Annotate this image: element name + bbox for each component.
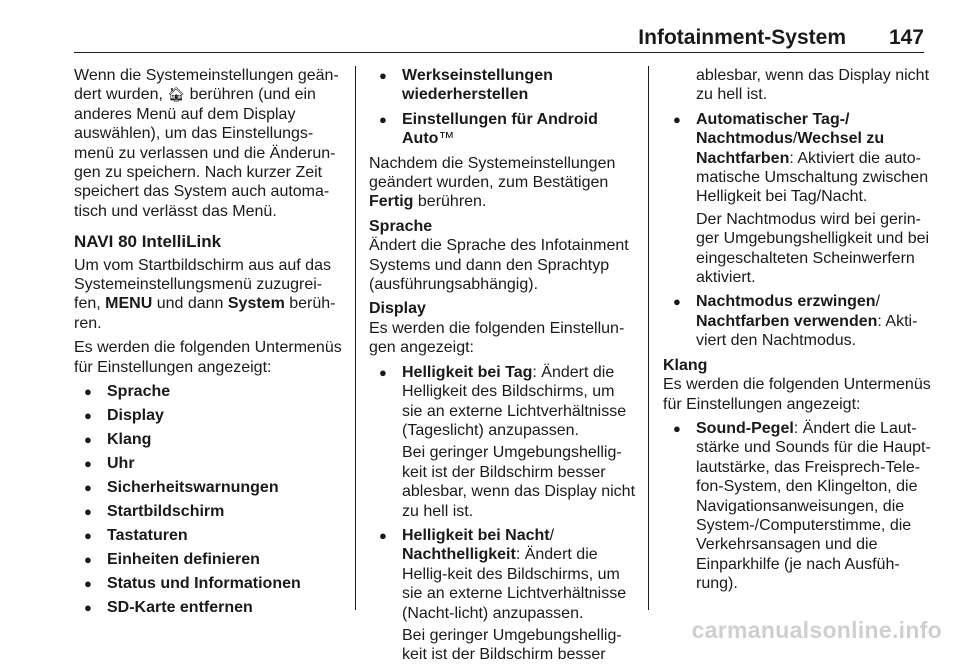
home-icon: 🏠︎ [167, 86, 186, 103]
klang-section: Klang Es werden die folgenden Untermenüs für Einstellungen angezeigt: [663, 356, 931, 413]
intro-paragraph: Wenn die Systemeinstellungen geän-dert wurden, 🏠︎ berühren (und ein anderes Menü auf dem Display auswählen), um das Einstellungs-menü zu verlassen und die Änderun-gen zu speichern. Nach kurzer Zeit speichert das System auch automa-tisch und verlässt das Menü. [74, 67, 339, 220]
list-item: ● Klang [74, 430, 344, 449]
paragraph: Nachdem die Systemeinstellungen geändert wurden, zum Bestätigen Fertig berühren. [369, 154, 616, 211]
list-item: ● Sound-Pegel: Ändert die Laut-stärke und Sounds für die Haupt-lautstärke, das Freisprech-Tele-fon-System, den Klingelton, die Navigationsanweisungen, die System-/Computerstimme, die Verkehrsansagen und die Einparkhilfe (je nach Ausfüh-rung). [663, 419, 931, 594]
paragraph: Es werden die folgenden Untermenüs für Einstellungen angezeigt: [74, 339, 342, 376]
list-item: ● Werkseinstellungen wiederherstellen [369, 66, 637, 105]
column-divider [355, 66, 356, 610]
list-item: ● Sicherheitswarnungen [74, 478, 344, 497]
list-item: ● Display [74, 406, 344, 425]
column-divider [648, 66, 649, 610]
list-item: ● Automatischer Tag-/ Nachtmodus/Wechsel zu Nachtfarben: Aktiviert die auto-matische Umschaltung zwischen Helligkeit bei Tag/Nacht. Der Nachtmodus wird bei gerin-ger Umgebungshelligkeit und bei eingeschalteten Scheinwerfern aktiviert. [663, 110, 931, 288]
list-item: ● Einstellungen für Android Auto™ [369, 110, 637, 149]
section-heading: NAVI 80 IntelliLink [74, 232, 222, 252]
column-3 [663, 66, 931, 599]
list-item: ● SD-Karte entfernen [74, 598, 344, 617]
list-item: ● Uhr [74, 454, 344, 473]
column-1 [74, 66, 344, 622]
list-item: ● Tastaturen [74, 526, 344, 545]
list-item: ● Sprache [74, 382, 344, 401]
list-item: ● Status und Informationen [74, 574, 344, 593]
list-item: ● Nachtmodus erzwingen/ Nachtfarben verwenden: Akti-viert den Nachtmodus. [663, 292, 931, 350]
sprache-section: Sprache Ändert die Sprache des Infotainment Systems und dann den Sprachtyp (ausführungsabhängig). [369, 217, 637, 295]
display-settings-list-continued [663, 66, 931, 351]
list-item: ● Helligkeit bei Tag: Ändert die Helligkeit des Bildschirms, um sie an externe Lichtverhältnisse (Tageslicht) anzupassen. Bei geringer Umgebungshellig-keit ist der Bildschirm besser ablesbar, wenn das Display nicht zu hell ist. [369, 363, 637, 521]
page-header [74, 28, 924, 53]
display-settings-list [369, 363, 637, 665]
list-item: ● Helligkeit bei Nacht/ Nachthelligkeit: Ändert die Hellig-keit des Bildschirms, um sie an externe Lichtverhältnisse (Nacht-licht) anzupassen. Bei geringer Umgebungshellig-keit ist der Bildschirm besser [369, 526, 637, 665]
subheading: Display [369, 300, 426, 318]
submenu-list-continued [369, 66, 637, 149]
paragraph: Um vom Startbildschirm aus auf das Systemeinstellungsmenü zuzugrei-fen, MENU und dann System berüh-ren. [74, 256, 336, 332]
display-section: Display Es werden die folgenden Einstellun-gen angezeigt: [369, 299, 637, 357]
note: Bei geringer Umgebungshellig-keit ist der Bildschirm besser ablesbar, wenn das Display nicht zu hell ist. [402, 444, 636, 520]
column-2 [369, 66, 637, 670]
list-item: ● Startbildschirm [74, 502, 344, 521]
list-item: ● Einheiten definieren [74, 550, 344, 569]
subheading: Klang [663, 356, 708, 374]
note: Bei geringer Umgebungshellig-keit ist der Bildschirm besser [402, 626, 622, 664]
subheading: Sprache [369, 217, 433, 235]
submenu-list [74, 382, 344, 617]
klang-settings-list [663, 419, 931, 594]
note: Der Nachtmodus wird bei gerin-ger Umgebungshelligkeit und bei eingeschalteten Scheinwerfern aktiviert. [696, 210, 930, 287]
page-number: 147 [888, 26, 924, 49]
watermark: carmanualsonline.info [691, 616, 942, 643]
header-title: Infotainment-System [638, 26, 846, 49]
continued-text: ablesbar, wenn das Display nicht zu hell ist. [696, 67, 930, 104]
